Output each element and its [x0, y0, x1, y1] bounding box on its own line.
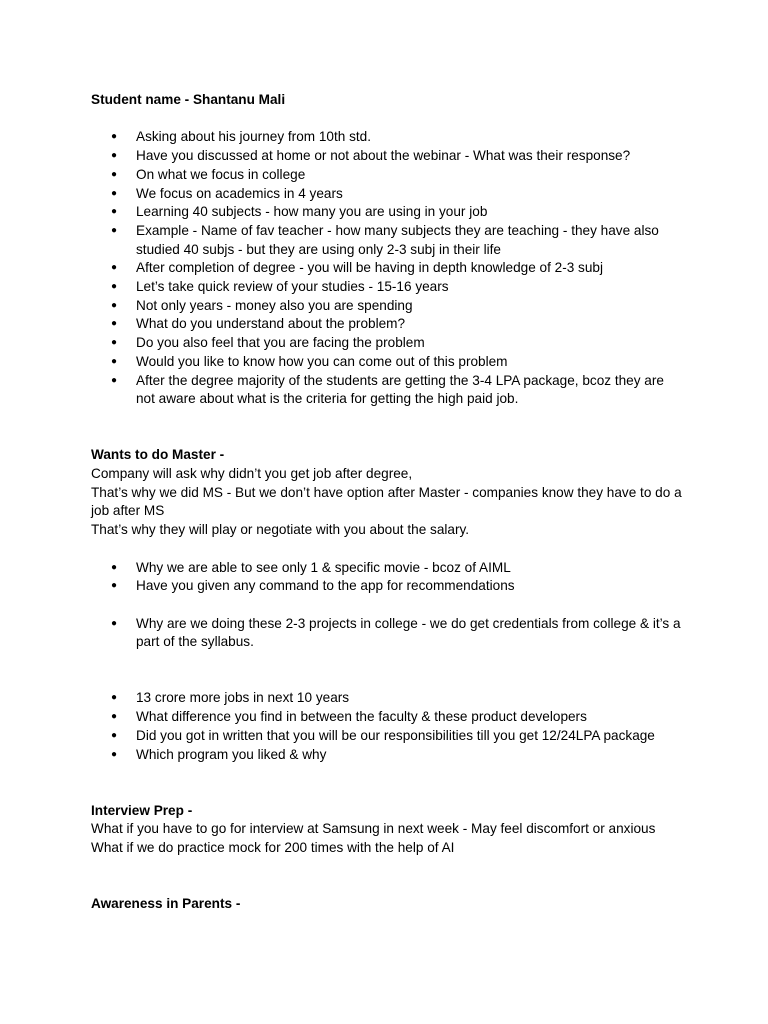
list-item: ● Have you given any command to the app for recommendations [91, 577, 683, 596]
list-item: ● On what we focus in college [91, 166, 683, 185]
list-item: ● Why we are able to see only 1 & specific movie - bcoz of AIML [91, 559, 683, 578]
spacer [91, 858, 683, 895]
master-line: Company will ask why didn’t you get job after degree, [91, 466, 413, 482]
list-item: ● Which program you liked & why [91, 746, 683, 765]
spacer [91, 409, 683, 446]
list-item: ● What do you understand about the problem? [91, 315, 683, 334]
spacer [91, 652, 683, 689]
list-item: ● Let’s take quick review of your studies - 15-16 years [91, 278, 683, 297]
list-item: ● Do you also feel that you are facing the problem [91, 334, 683, 353]
list-item: ● 13 crore more jobs in next 10 years [91, 689, 683, 708]
interview-line: What if you have to go for interview at Samsung in next week - May feel discomfort or anxious [91, 821, 656, 837]
list-item: ● Learning 40 subjects - how many you are using in your job [91, 203, 683, 222]
interview-prep-heading: Interview Prep - [91, 802, 193, 818]
spacer [91, 764, 683, 801]
list-item: ● After completion of degree - you will be having in depth knowledge of 2-3 subj [91, 259, 683, 278]
list-item: ● What difference you find in between the faculty & these product developers [91, 708, 683, 727]
master-bullet-list-a [91, 559, 683, 596]
list-item: ● Have you discussed at home or not about the webinar - What was their response? [91, 147, 683, 166]
master-heading: Wants to do Master - [91, 447, 225, 463]
spacer [91, 110, 683, 129]
document-page [91, 91, 683, 914]
list-item: ● Would you like to know how you can come out of this problem [91, 353, 683, 372]
parents-heading: Awareness in Parents - [91, 896, 241, 912]
list-item: ● Did you got in written that you will be our responsibilities till you get 12/24LPA package [91, 727, 683, 746]
list-item: ● We focus on academics in 4 years [91, 185, 683, 204]
list-item: ● Not only years - money also you are spending [91, 297, 683, 316]
list-item: ● After the degree majority of the students are getting the 3-4 LPA package, bcoz they are not aware about what is the criteria for getting the high paid job. [91, 372, 683, 409]
student-name-heading: Student name - Shantanu Mali [91, 92, 286, 107]
master-line: That’s why they will play or negotiate with you about the salary. [91, 522, 470, 538]
list-item: ● Why are we doing these 2-3 projects in college - we do get credentials from college & it’s a part of the syllabus. [91, 615, 683, 652]
student-bullet-list [91, 128, 683, 409]
list-item: ● Example - Name of fav teacher - how many subjects they are teaching - they have also studied 40 subjs - but they are using only 2-3 subj in their life [91, 222, 683, 259]
list-item: ● Asking about his journey from 10th std. [91, 128, 683, 147]
interview-line: What if we do practice mock for 200 times with the help of AI [91, 840, 455, 856]
spacer [91, 596, 683, 615]
master-line: That’s why we did MS - But we don’t have option after Master - companies know they have to do a job after MS [91, 484, 682, 519]
master-bullet-list-c [91, 689, 683, 764]
spacer [91, 540, 683, 559]
master-bullet-list-b [91, 615, 683, 652]
